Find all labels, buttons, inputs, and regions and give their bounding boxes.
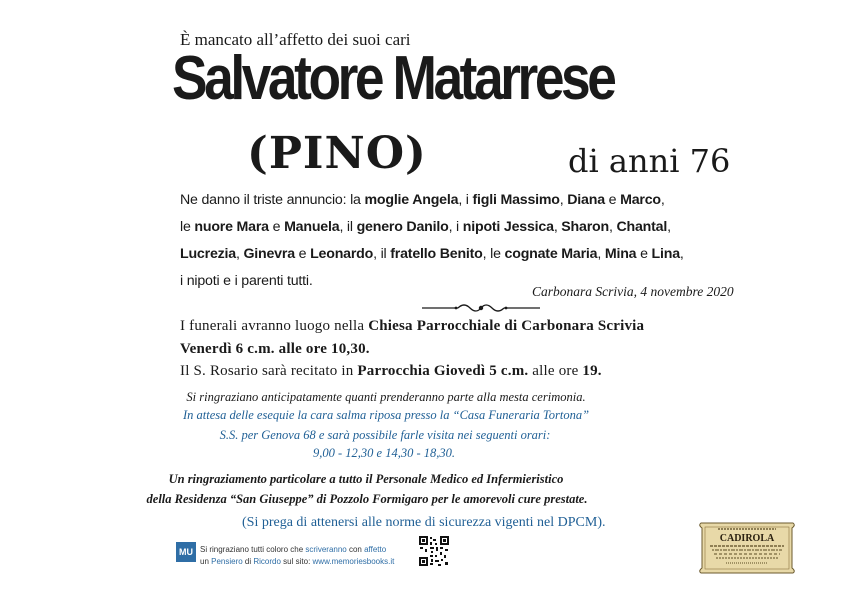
deceased-nickname: (PINO) (247, 128, 427, 179)
thanks-line-3: S.S. per Genova 68 e sarà possibile farle visita nei seguenti orari: (219, 428, 551, 442)
funeral-line-3: Il S. Rosario sarà recitato in Parrocchia Giovedì 5 c.m. alle ore 19. (180, 363, 602, 379)
announcement-line-4: i nipoti e i parenti tutti. (180, 273, 313, 289)
footer-line-2: un Pensiero di Ricordo sul sito: www.memoriesbooks.it (200, 557, 395, 566)
announcement-line-1: Ne danno il triste annuncio: la moglie Angela, i figli Massimo, Diana e Marco, (180, 192, 665, 208)
funeral-home-seal (696, 522, 798, 574)
thanks-line-6: della Residenza “San Giuseppe” di Pozzolo Formigaro per le amorevoli cure prestate. (146, 492, 588, 506)
ornament-divider-icon (420, 300, 542, 316)
intro-text: È mancato all’affetto dei suoi cari (180, 30, 411, 49)
announcement-line-3: Lucrezia, Ginevra e Leonardo, il fratello Benito, le cognate Maria, Mina e Lina, (180, 246, 684, 262)
funeral-line-2: Venerdì 6 c.m. alle ore 10,30. (180, 341, 370, 357)
thanks-line-5: Un ringraziamento particolare a tutto il Personale Medico ed Infermieristico (168, 472, 564, 486)
deceased-name: Salvatore Matarrese (172, 44, 614, 113)
deceased-age: di anni 76 (568, 142, 731, 180)
website-link[interactable]: www.memoriesbooks.it (312, 557, 395, 566)
thanks-line-1: Si ringraziano anticipatamente quanti prenderanno parte alla mesta cerimonia. (186, 390, 586, 404)
qr-code-icon[interactable] (418, 535, 450, 567)
place-date: Carbonara Scrivia, 4 novembre 2020 (532, 284, 734, 299)
thanks-line-2: In attesa delle esequie la cara salma riposa presso la “Casa Funeraria Tortona” (182, 408, 590, 422)
thanks-line-4: 9,00 - 12,30 e 14,30 - 18,30. (313, 446, 455, 460)
funeral-line-1: I funerali avranno luogo nella Chiesa Parrocchiale di Carbonara Scrivia (180, 318, 645, 334)
funeral-home-name: CADIROLA (719, 533, 775, 544)
covid-notice: (Si prega di attenersi alle norme di sicurezza vigenti nel DPCM). (242, 515, 606, 530)
footer-line-1: Si ringraziano tutti coloro che scriveranno con affetto (200, 545, 387, 554)
memories-logo-icon: MU (176, 542, 196, 562)
announcement-line-2: le nuore Mara e Manuela, il genero Danilo, i nipoti Jessica, Sharon, Chantal, (180, 219, 671, 235)
